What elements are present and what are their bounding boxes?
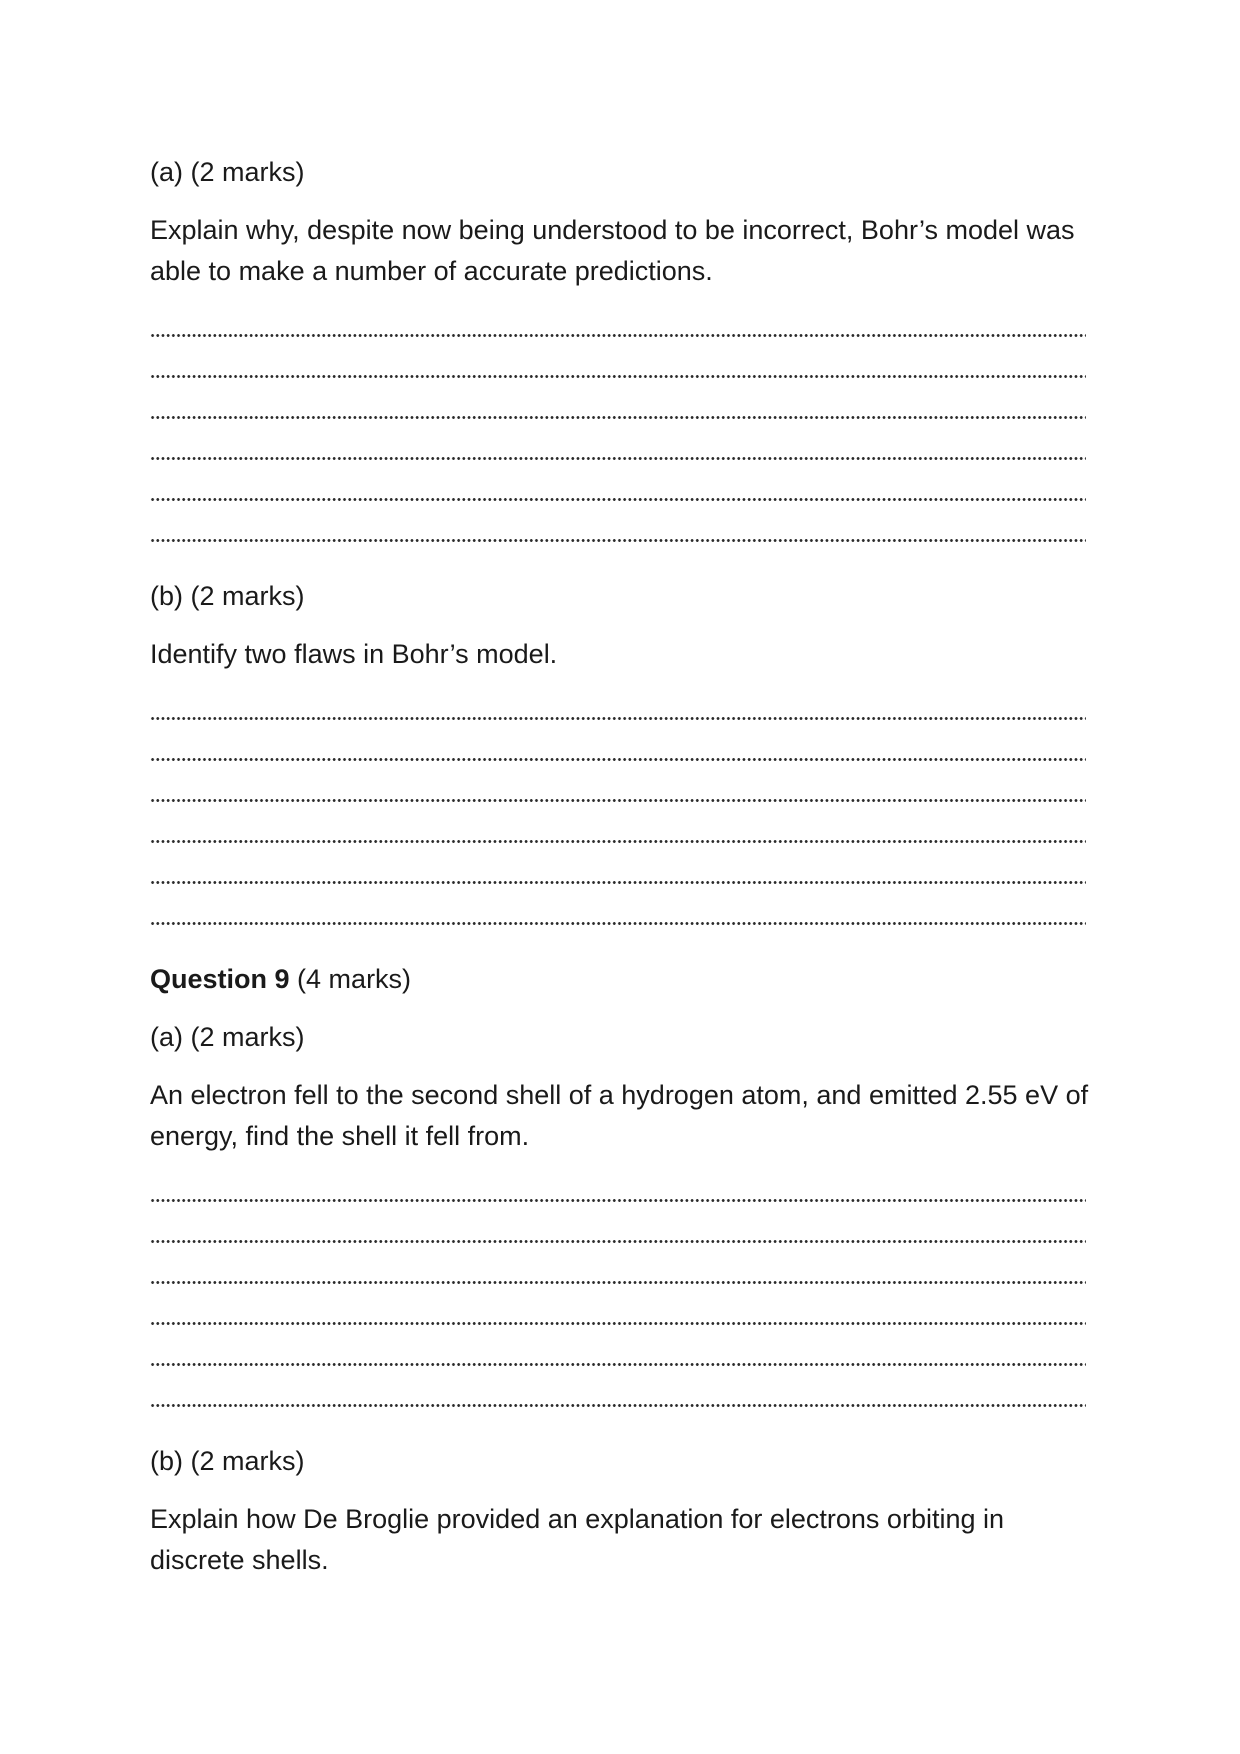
q9a-answer-area[interactable] [150,1177,1090,1423]
answer-line[interactable] [150,736,1090,777]
q9b-label: (b) (2 marks) [150,1446,305,1476]
answer-line[interactable] [150,695,1090,736]
q8a-answer-area[interactable] [150,312,1090,558]
answer-line[interactable] [150,900,1090,941]
answer-line[interactable] [150,394,1090,435]
q9a-prompt: An electron fell to the second shell of a hydrogen atom, and emitted 2.55 eV of energy, find the shell it fell from. [150,1080,1089,1151]
q9b-prompt: Explain how De Broglie provided an explanation for electrons orbiting in discrete shells. [150,1504,1005,1575]
q8a-prompt: Explain why, despite now being understood to be incorrect, Bohr’s model was able to make a number of accurate predictions. [150,215,1075,286]
answer-line[interactable] [150,1341,1090,1382]
answer-line[interactable] [150,312,1090,353]
q9-number: Question 9 [150,964,290,994]
answer-line[interactable] [150,1259,1090,1300]
q8b-prompt: Identify two flaws in Bohr’s model. [150,639,558,669]
answer-line[interactable] [150,777,1090,818]
q9-heading [150,959,1090,1000]
q8b-answer-area[interactable] [150,695,1090,941]
answer-line[interactable] [150,435,1090,476]
answer-line[interactable] [150,818,1090,859]
answer-line[interactable] [150,859,1090,900]
q9a-label: (a) (2 marks) [150,1022,305,1052]
q8a-label: (a) (2 marks) [150,157,305,187]
answer-line[interactable] [150,476,1090,517]
q8b-label: (b) (2 marks) [150,581,305,611]
answer-line[interactable] [150,1300,1090,1341]
answer-line[interactable] [150,353,1090,394]
answer-line[interactable] [150,1218,1090,1259]
answer-line[interactable] [150,517,1090,558]
answer-line[interactable] [150,1382,1090,1423]
answer-line[interactable] [150,1177,1090,1218]
q9-marks: (4 marks) [297,964,412,994]
